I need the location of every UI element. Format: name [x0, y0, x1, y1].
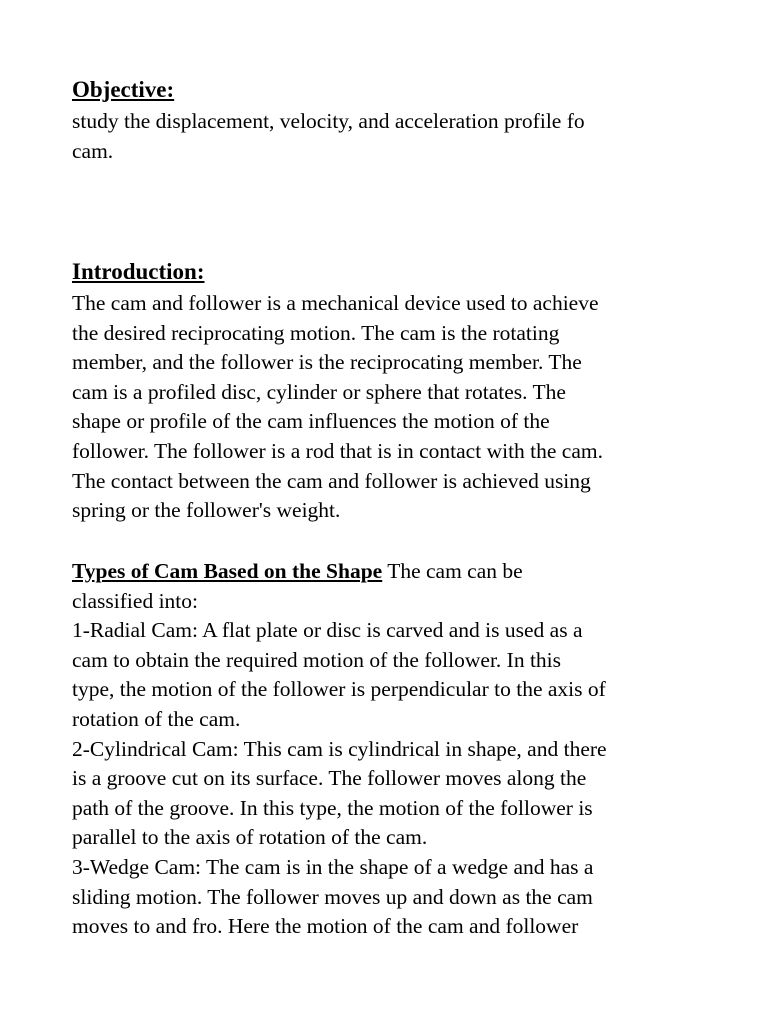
cam-types-intro-text: The cam can be [382, 559, 523, 583]
cam-types-line: cam to obtain the required motion of the follower. In this [72, 647, 562, 672]
introduction-line: member, and the follower is the reciprocating member. The [72, 350, 582, 375]
cam-types-line: rotation of the cam. [72, 706, 241, 731]
cam-types-first-line [72, 557, 607, 587]
introduction-line: the desired reciprocating motion. The cam is the rotating [72, 320, 560, 345]
cam-types-line: moves to and fro. Here the motion of the cam and follower [72, 914, 579, 939]
cam-types-line: 3-Wedge Cam: The cam is in the shape of a wedge and has a [72, 854, 594, 879]
cam-types-line: is a groove cut on its surface. The follower moves along the [72, 766, 587, 791]
objective-paragraph [72, 107, 585, 166]
cam-types-heading: Types of Cam Based on the Shape [72, 559, 383, 583]
cam-types-line: classified into: [72, 588, 198, 613]
introduction-line: follower. The follower is a rod that is in contact with the cam. [72, 438, 603, 463]
introduction-line: The contact between the cam and follower is achieved using [72, 468, 591, 493]
introduction-paragraph [72, 289, 603, 526]
introduction-line: shape or profile of the cam influences the motion of the [72, 409, 550, 434]
cam-types-line: path of the groove. In this type, the motion of the follower is [72, 795, 593, 820]
cam-types-line: 2-Cylindrical Cam: This cam is cylindrical in shape, and there [72, 736, 607, 761]
cam-types-line: 1-Radial Cam: A flat plate or disc is carved and is used as a [72, 618, 583, 643]
objective-heading: Objective: [72, 77, 175, 102]
cam-types-line: sliding motion. The follower moves up and down as the cam [72, 884, 593, 909]
introduction-line: The cam and follower is a mechanical device used to achieve [72, 291, 599, 315]
introduction-line: spring or the follower's weight. [72, 498, 341, 523]
cam-types-line: parallel to the axis of rotation of the cam. [72, 825, 428, 850]
objective-line: cam. [72, 138, 114, 163]
introduction-heading: Introduction: [72, 259, 205, 284]
cam-types-section [72, 557, 607, 942]
cam-types-line: type, the motion of the follower is perpendicular to the axis of [72, 677, 606, 702]
objective-line: study the displacement, velocity, and acceleration profile fo [72, 109, 585, 133]
introduction-line: cam is a profiled disc, cylinder or sphere that rotates. The [72, 379, 566, 404]
